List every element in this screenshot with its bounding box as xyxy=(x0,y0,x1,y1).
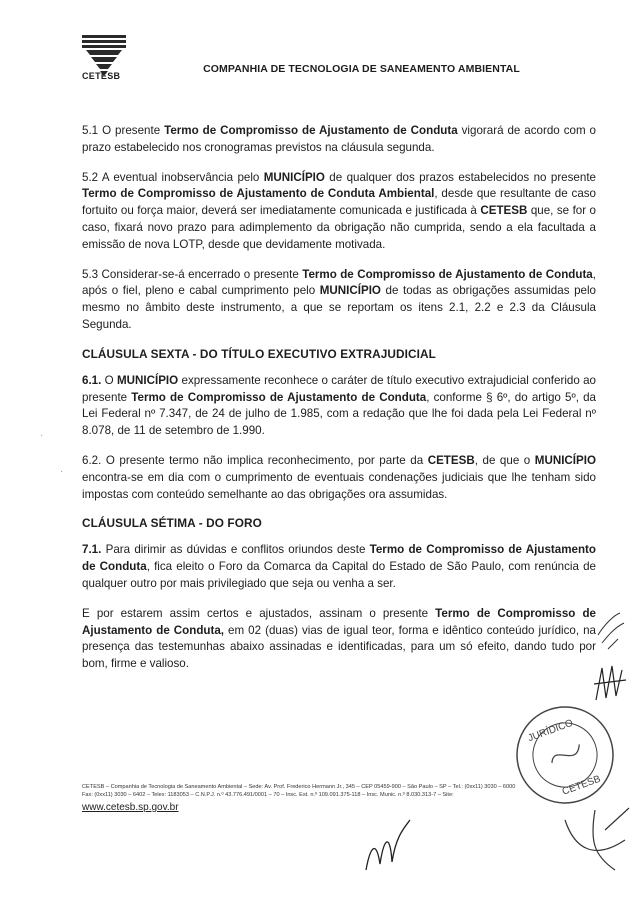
paragraph-6-1: 6.1. O MUNICÍPIO expressamente reconhece o caráter de título executivo extrajudicial conferido ao presente Termo de Compromisso de Ajustamento de Conduta, conforme § 6º, do artigo 5º, da Lei Federal nº 7.347, de 24 de julho de 1.985, com a redação que lhe foi dada pela Lei Federal nº 8.078, de 11 de setembro de 1.990. xyxy=(82,373,597,438)
paragraph-5-3: 5.3 Considerar-se-á encerrado o presente Termo de Compromisso de Ajustamento de Conduta, após o fiel, pleno e cabal cumprimento pelo MUNICÍPIO de todas as obrigações assumidas pelo mesmo no âmbito deste instrumento, a que se reportam os itens 2.1, 2.2 e 2.3 da Cláusula Segunda. xyxy=(82,267,596,331)
company-name: COMPANHIA DE TECNOLOGIA DE SANEAMENTO AMBIENTAL xyxy=(203,63,520,75)
scan-mark: · xyxy=(40,430,44,441)
paragraph-5-1: 5.1 O presente Termo de Compromisso de Ajustamento de Conduta vigorará de acordo com o prazo estabelecido nos cronogramas previstos na cláusula segunda. xyxy=(82,124,597,154)
scan-mark: · xyxy=(60,466,64,477)
svg-text:JURÍDICO: JURÍDICO xyxy=(526,717,575,745)
svg-text:CETESB: CETESB xyxy=(560,773,603,798)
signature-icon xyxy=(360,808,420,878)
footer-line-1: CETESB – Companhia de Tecnologia de Saneamento Ambiental – Sede: Av. Prof. Frederico Hermann Jr., 345 – CEP 05459-900 – São Paulo – SP – Tel.: (0xx11) 3030 – 6000 xyxy=(82,784,516,790)
logo-text: CETESB xyxy=(82,71,121,81)
heading-clause-6: CLÁUSULA SEXTA - DO TÍTULO EXECUTIVO EXTRAJUDICIAL xyxy=(82,346,436,361)
heading-clause-7: CLÁUSULA SÉTIMA - DO FORO xyxy=(82,516,262,531)
paragraph-6-2: 6.2. O presente termo não implica reconhecimento, por parte da CETESB, de que o MUNICÍPIO encontra-se em dia com o cumprimento de eventuais condenações judiciais que lhe tenham sido impostas com conteúdo semelhante ao das obrigações ora assumidas. xyxy=(82,453,596,501)
footer-line-2: Fax: (0xx11) 3030 – 6402 – Telex: 1183053 – C.N.P.J. n.º 43.776.491/0001 – 70 – Insc. Est. n.º 109.091.375-118 – Insc. Munic. n.º 8.030.313-7 – Site: xyxy=(82,792,454,798)
paragraph-7-1: 7.1. Para dirimir as dúvidas e conflitos oriundos deste Termo de Compromisso de Ajustamento de Conduta, fica eleito o Foro da Comarca da Capital do Estado de São Paulo, com renúncia de qualquer outro por mais privilegiado que seja ou venha a ser. xyxy=(82,543,597,590)
signature-initial-icon xyxy=(590,605,630,665)
footer-url: www.cetesb.sp.gov.br xyxy=(82,802,179,813)
paragraph-5-2: 5.2 A eventual inobservância pelo MUNICÍPIO de qualquer dos prazos estabelecidos no presente Termo de Compromisso de Ajustamento de Conduta Ambiental, desde que resultante de caso fortuito ou força maior, deverá ser imediatamente comunicada e justificada à CETESB que, se for o caso, fixará novo prazo para adimplemento da obrigação não cumprida, sendo a ela facultada a emissão de nova LOTP, desde que devidamente motivada. xyxy=(82,170,597,251)
paragraph-closing: E por estarem assim certos e ajustados, assinam o presente Termo de Compromisso de Ajustamento de Conduta, em 02 (duas) vias de igual teor, forma e idêntico conteúdo jurídico, na presença das testemunhas abaixo assinadas e identificadas, para um só efeito, dando tudo por bom, firme e valioso. xyxy=(82,606,597,671)
signature-icon xyxy=(555,800,635,880)
letterhead xyxy=(0,0,638,95)
legal-stamp-icon xyxy=(510,700,620,810)
document-body xyxy=(82,123,596,686)
